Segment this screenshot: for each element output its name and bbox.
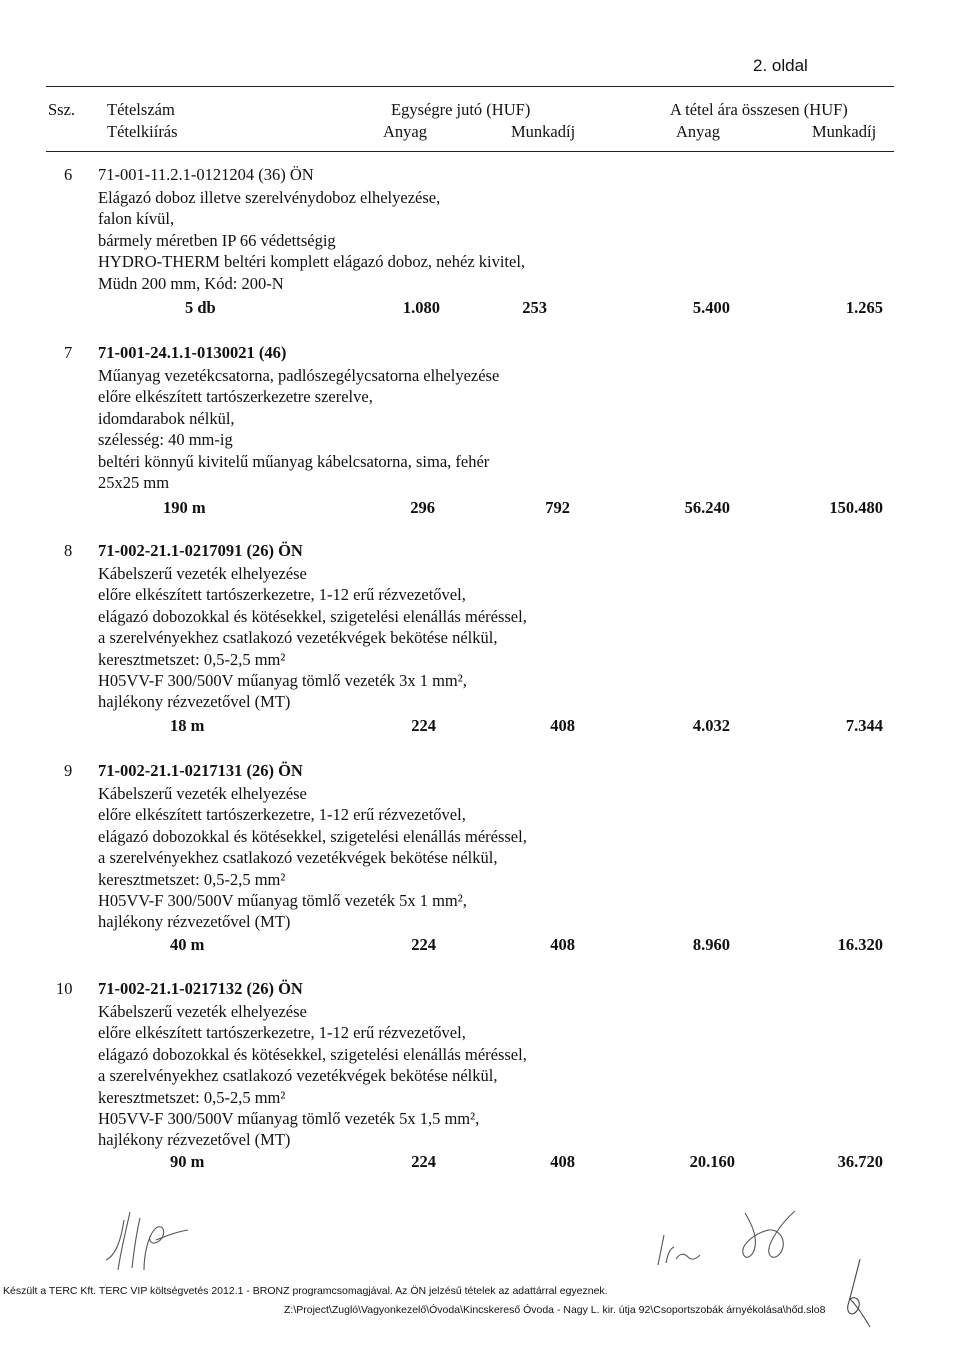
item-code: 71-001-24.1.1-0130021 (46) [98, 343, 287, 362]
description-line: elágazó dobozokkal és kötésekkel, szigetelési elenállás méréssel, [98, 1044, 527, 1064]
total-anyag: 20.160 [689, 1152, 735, 1171]
total-munkadij: 150.480 [829, 498, 883, 517]
unit-munkadij: 792 [545, 498, 570, 517]
description-line: elágazó dobozokkal és kötésekkel, szigetelési elenállás méréssel, [98, 826, 527, 846]
header-unit-anyag: Anyag [383, 122, 427, 141]
footer-generator-note: Készült a TERC Kft. TERC VIP költségvetés 2012.1 - BRONZ programcsomagjával. Az ÖN jelzésű tételek az adattárral egyeznek. [3, 1285, 608, 1297]
description-line: előre elkészített tartószerkezetre, 1-12 erű rézvezetővel, [98, 585, 466, 605]
description-line: idomdarabok nélkül, [98, 408, 235, 428]
description-line: H05VV-F 300/500V műanyag tömlő vezeték 3x 1 mm², [98, 671, 467, 691]
item-code: 71-002-21.1-0217091 (26) ÖN [98, 541, 303, 560]
signature-right [735, 1205, 805, 1270]
header-ssz: Ssz. [48, 100, 76, 119]
unit-anyag: 296 [410, 498, 435, 517]
item-quantity: 190 m [163, 498, 206, 517]
signature-corner [830, 1255, 880, 1330]
item-quantity: 18 m [170, 716, 205, 735]
page-number: 2. oldal [753, 56, 808, 75]
item-number: 7 [64, 343, 73, 362]
item-description [98, 783, 527, 933]
description-line: a szerelvényekhez csatlakozó vezetékvégek bekötése nélkül, [98, 1066, 498, 1086]
item-code: 71-001-11.2.1-0121204 (36) ÖN [98, 165, 314, 184]
description-line: keresztmetszet: 0,5-2,5 mm² [98, 1087, 286, 1107]
description-line: beltéri könnyű kivitelű műanyag kábelcsatorna, sima, fehér [98, 451, 490, 471]
item-quantity: 5 db [185, 298, 216, 317]
item-description [98, 1001, 527, 1151]
description-line: Kábelszerű vezeték elhelyezése [98, 1002, 307, 1021]
description-line: hajlékony rézvezetővel (MT) [98, 1130, 291, 1150]
unit-munkadij: 408 [550, 1152, 575, 1171]
unit-munkadij: 408 [550, 935, 575, 954]
item-number: 9 [64, 761, 73, 780]
item-description [98, 365, 499, 493]
total-anyag: 8.960 [692, 935, 730, 954]
description-line: elágazó dobozokkal és kötésekkel, szigetelési elenállás méréssel, [98, 606, 527, 626]
total-munkadij: 16.320 [837, 935, 883, 954]
total-anyag: 5.400 [692, 298, 730, 317]
item-number: 10 [56, 979, 73, 998]
description-line: Műanyag vezetékcsatorna, padlószegélycsatorna elhelyezése [98, 366, 500, 385]
header-unit-munkadij: Munkadíj [511, 122, 576, 141]
header-tetelkiiras: Tételkiírás [107, 122, 178, 141]
signature-left [96, 1200, 206, 1280]
description-line: bármely méretben IP 66 védettségig [98, 230, 336, 250]
item-number: 8 [64, 541, 73, 560]
footer-file-path: Z:\Project\Zugló\Vagyonkezelő\Óvoda\Kincskereső Óvoda - Nagy L. kir. útja 92\Csoportszobák árnyékolása\hőd.slo8 [284, 1304, 826, 1316]
description-line: H05VV-F 300/500V műanyag tömlő vezeték 5x 1 mm², [98, 891, 467, 911]
unit-munkadij: 408 [550, 716, 575, 735]
header-total-anyag: Anyag [676, 122, 720, 141]
total-munkadij: 1.265 [845, 298, 883, 317]
unit-anyag: 224 [411, 935, 436, 954]
description-line: 25x25 mm [98, 473, 170, 493]
signature-middle [650, 1225, 730, 1275]
description-line: szélesség: 40 mm-ig [98, 430, 233, 450]
item-description [98, 563, 527, 713]
description-line: előre elkészített tartószerkezetre szerelve, [98, 387, 373, 407]
unit-munkadij: 253 [522, 298, 547, 317]
header-total-munkadij: Munkadíj [812, 122, 877, 141]
item-quantity: 40 m [170, 935, 205, 954]
description-line: keresztmetszet: 0,5-2,5 mm² [98, 869, 286, 889]
description-line: hajlékony rézvezetővel (MT) [98, 692, 291, 712]
total-munkadij: 36.720 [837, 1152, 883, 1171]
description-line: keresztmetszet: 0,5-2,5 mm² [98, 649, 286, 669]
description-line: a szerelvényekhez csatlakozó vezetékvégek bekötése nélkül, [98, 848, 498, 868]
total-anyag: 56.240 [684, 498, 730, 517]
description-line: falon kívül, [98, 209, 175, 229]
description-line: Elágazó doboz illetve szerelvénydoboz elhelyezése, [98, 188, 441, 207]
unit-anyag: 224 [411, 1152, 436, 1171]
unit-anyag: 1.080 [402, 298, 440, 317]
description-line: Kábelszerű vezeték elhelyezése [98, 784, 307, 803]
total-munkadij: 7.344 [845, 716, 883, 735]
header-total-price: A tétel ára összesen (HUF) [670, 100, 848, 119]
description-line: hajlékony rézvezetővel (MT) [98, 912, 291, 932]
description-line: előre elkészített tartószerkezetre, 1-12 erű rézvezetővel, [98, 805, 466, 825]
item-description [98, 187, 525, 294]
item-code: 71-002-21.1-0217132 (26) ÖN [98, 979, 303, 998]
total-anyag: 4.032 [692, 716, 730, 735]
description-line: H05VV-F 300/500V műanyag tömlő vezeték 5x 1,5 mm², [98, 1109, 480, 1129]
description-line: előre elkészített tartószerkezetre, 1-12 erű rézvezetővel, [98, 1023, 466, 1043]
item-quantity: 90 m [170, 1152, 205, 1171]
description-line: Kábelszerű vezeték elhelyezése [98, 564, 307, 583]
description-line: a szerelvényekhez csatlakozó vezetékvégek bekötése nélkül, [98, 628, 498, 648]
description-line: HYDRO-THERM beltéri komplett elágazó doboz, nehéz kivitel, [98, 252, 526, 272]
unit-anyag: 224 [411, 716, 436, 735]
header-tetelszam: Tételszám [107, 100, 175, 119]
header-unit-price: Egységre jutó (HUF) [391, 100, 531, 119]
item-code: 71-002-21.1-0217131 (26) ÖN [98, 761, 303, 780]
item-number: 6 [64, 165, 73, 184]
header-bottom-rule [46, 151, 894, 152]
header-top-rule [46, 86, 894, 87]
description-line: Müdn 200 mm, Kód: 200-N [98, 273, 284, 293]
